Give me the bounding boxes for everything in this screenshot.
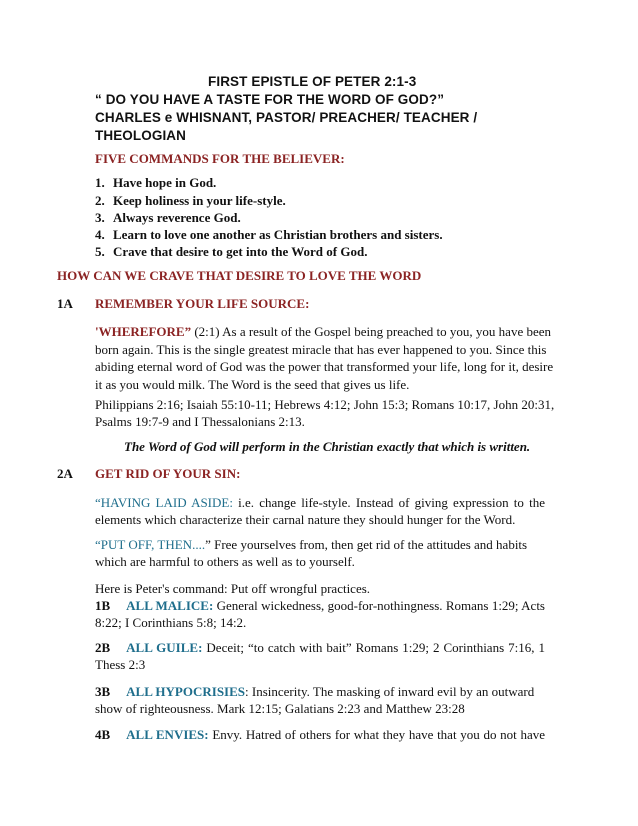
- section-heading: REMEMBER YOUR LIFE SOURCE:: [95, 296, 310, 311]
- paragraph-line: elements which characterize their carnal nature they should hunger for the Word.: [95, 512, 516, 527]
- point-label: 1B: [95, 598, 111, 613]
- point-label: 2B: [95, 640, 111, 655]
- point-continuation: show of righteousness. Mark 12:15; Galatians 2:23 and Matthew 23:28: [95, 701, 465, 716]
- document-title: FIRST EPISTLE OF PETER 2:1-3: [208, 74, 417, 89]
- sin-point: 1B ALL MALICE: General wickedness, good-for-nothingness. Romans 1:29; Acts: [95, 598, 545, 613]
- command-item: [95, 244, 367, 260]
- paragraph-line: “PUT OFF, THEN....” Free yourselves from, then get rid of the attitudes and habits: [95, 537, 528, 552]
- sin-point: 4B ALL ENVIES: Envy. Hatred of others for what they have that you do not have: [95, 727, 546, 742]
- section-label: 1A: [57, 296, 73, 311]
- command-number: 5.: [95, 244, 105, 259]
- command-item: [95, 227, 443, 243]
- command-number: 3.: [95, 210, 105, 225]
- sin-point: 2B ALL GUILE: Deceit; “to catch with bait” Romans 1:29; 2 Corinthians 7:16, 1: [95, 640, 545, 655]
- commands-heading: FIVE COMMANDS FOR THE BELIEVER:: [95, 151, 345, 166]
- point-label: 4B: [95, 727, 111, 742]
- paragraph-line: it as you would milk. The Word is the seed that gives us life.: [95, 376, 410, 392]
- point-keyword: ALL ENVIES:: [126, 727, 209, 742]
- command-item: [95, 210, 241, 226]
- paragraph-line: which are harmful to others as well as to yourself.: [95, 554, 355, 569]
- point-label: 3B: [95, 684, 111, 699]
- section-label: 2A: [57, 466, 73, 481]
- command-text: Learn to love one another as Christian brothers and sisters.: [113, 227, 443, 242]
- scripture-refs-line: Philippians 2:16; Isaiah 55:10-11; Hebrews 4:12; John 15:3; Romans 10:17, John 20:31,: [95, 397, 555, 412]
- paragraph-keyword: “HAVING LAID ASIDE:: [95, 495, 233, 510]
- paragraph-line: abiding eternal word of God was the power that transformed your life, long for it, desire: [95, 359, 554, 374]
- author-line-1: CHARLES e WHISNANT, PASTOR/ PREACHER/ TEACHER /: [95, 110, 478, 125]
- scripture-refs-line: Psalms 19:7-9 and I Thessalonians 2:13.: [95, 414, 305, 429]
- document-subtitle: “ DO YOU HAVE A TASTE FOR THE WORD OF GOD?”: [95, 92, 445, 107]
- sin-point: 3B ALL HYPOCRISIES: Insincerity. The masking of inward evil by an outward: [95, 684, 535, 699]
- command-item: [95, 175, 216, 191]
- command-text: Have hope in God.: [113, 175, 217, 190]
- point-continuation: 8:22; I Corinthians 5:8; 14:2.: [95, 615, 247, 630]
- point-keyword: ALL MALICE:: [126, 598, 214, 613]
- command-line: Here is Peter's command: Put off wrongful practices.: [95, 581, 371, 596]
- command-text: Keep holiness in your life-style.: [113, 193, 286, 208]
- command-text: Always reverence God.: [113, 210, 241, 225]
- command-number: 4.: [95, 227, 105, 242]
- section-heading: GET RID OF YOUR SIN:: [95, 466, 241, 481]
- command-text: Crave that desire to get into the Word of God.: [113, 244, 368, 259]
- author-line-2: THEOLOGIAN: [95, 128, 186, 143]
- wherefore-paragraph: [95, 323, 554, 393]
- command-item: [95, 193, 286, 209]
- paragraph-line: “HAVING LAID ASIDE: i.e. change life-style. Instead of giving expression to the: [95, 495, 545, 510]
- command-number: 2.: [95, 193, 105, 208]
- main-heading: HOW CAN WE CRAVE THAT DESIRE TO LOVE THE WORD: [57, 268, 422, 283]
- paragraph-line: (2:1) As a result of the Gospel being preached to you, you have been: [191, 324, 552, 339]
- point-continuation: Thess 2:3: [95, 657, 146, 672]
- paragraph-line: born again. This is the single greatest miracle that has ever happened to you. Since this: [95, 341, 547, 357]
- point-keyword: ALL GUILE:: [126, 640, 203, 655]
- paragraph-keyword: “PUT OFF, THEN....: [95, 537, 206, 552]
- key-quote: The Word of God will perform in the Christian exactly that which is written.: [124, 439, 531, 454]
- command-number: 1.: [95, 175, 105, 190]
- point-keyword: ALL HYPOCRISIES: [126, 684, 246, 699]
- paragraph-keyword: 'WHEREFORE”: [95, 324, 192, 339]
